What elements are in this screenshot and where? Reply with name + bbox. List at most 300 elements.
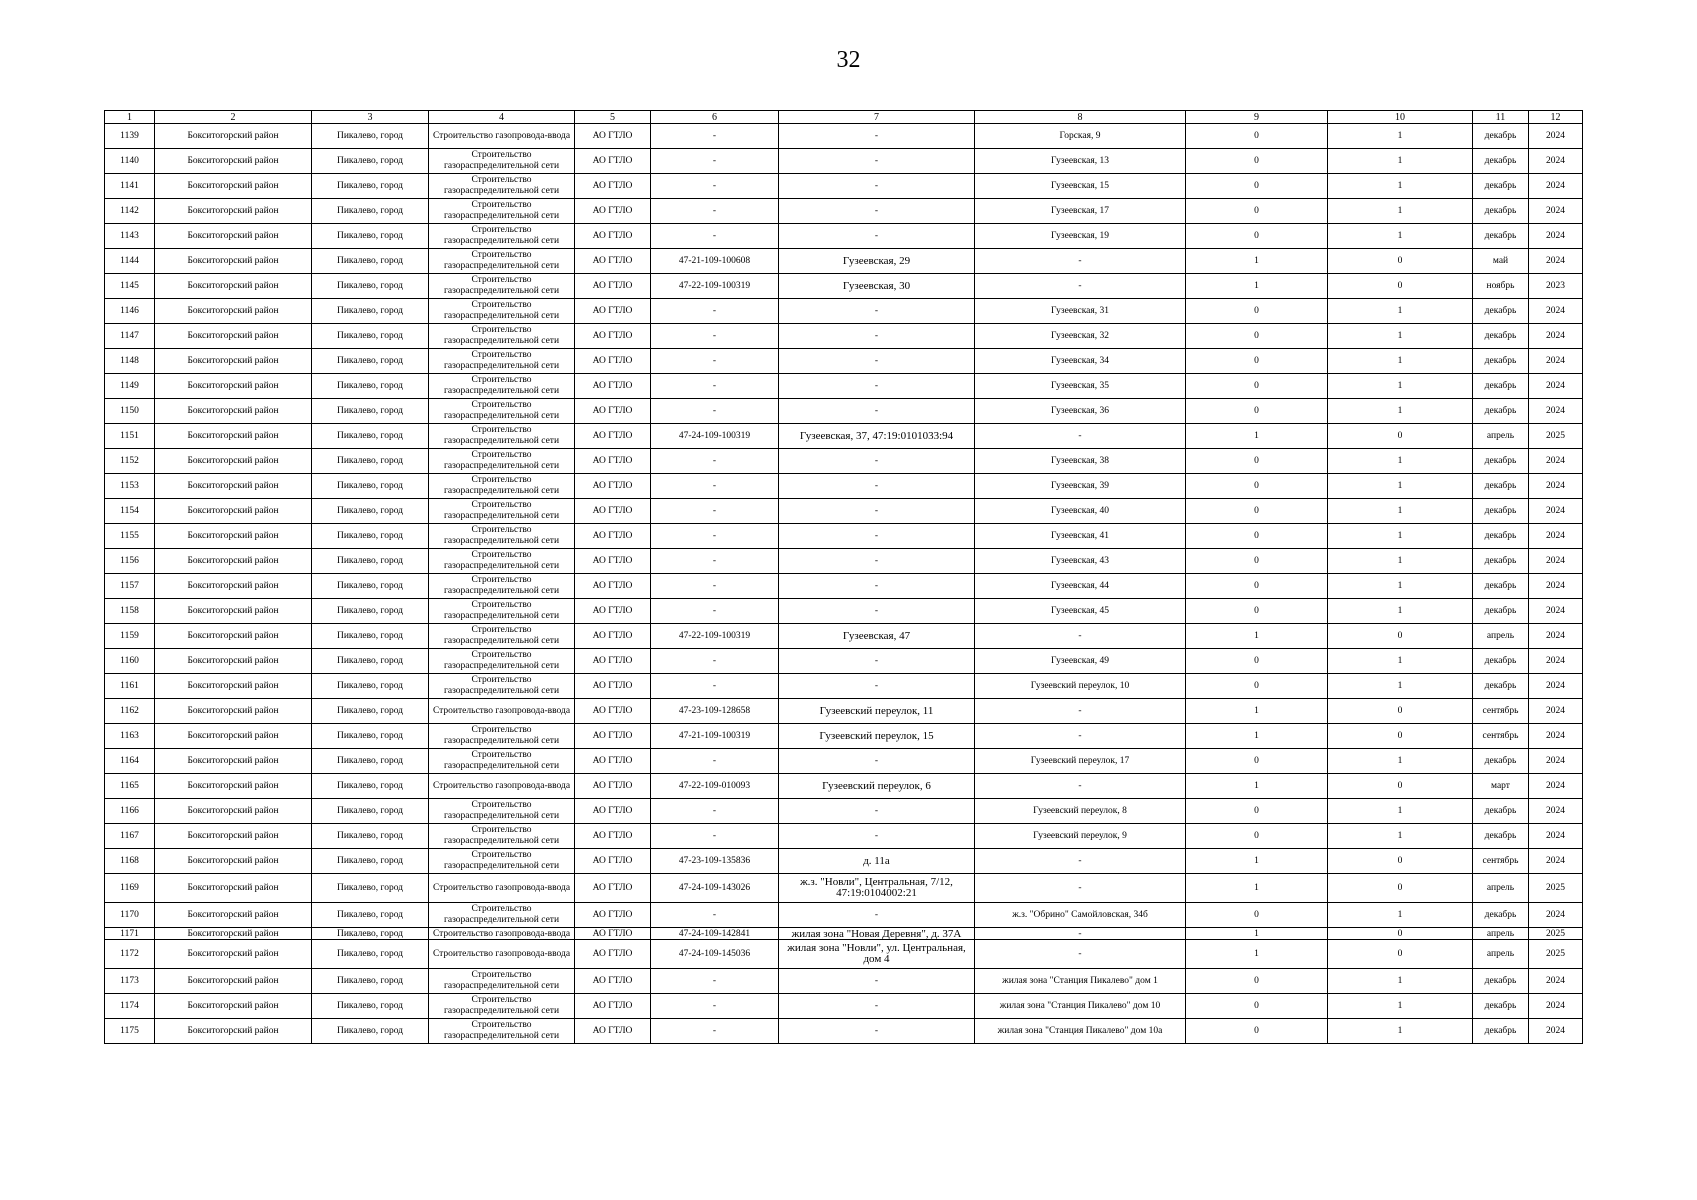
cell-organization: АО ГТЛО bbox=[575, 424, 651, 449]
cell-month: апрель bbox=[1473, 624, 1529, 649]
cell-district: Бокситогорский район bbox=[155, 149, 312, 174]
cell-tech-conditions-number: - bbox=[651, 174, 779, 199]
cell-count-contracted: 1 bbox=[1186, 940, 1328, 969]
column-header-10: 10 bbox=[1328, 111, 1473, 124]
cell-month: май bbox=[1473, 249, 1529, 274]
cell-address-contracted: - bbox=[779, 574, 975, 599]
cell-address-contracted: Гузеевская, 37, 47:19:0101033:94 bbox=[779, 424, 975, 449]
cell-year: 2024 bbox=[1529, 174, 1583, 199]
cell-organization: АО ГТЛО bbox=[575, 299, 651, 324]
cell-address-contracted: - bbox=[779, 349, 975, 374]
table-row bbox=[105, 928, 1583, 940]
cell-organization: АО ГТЛО bbox=[575, 374, 651, 399]
cell-year: 2024 bbox=[1529, 324, 1583, 349]
cell-address-planned: - bbox=[975, 424, 1186, 449]
cell-address-planned: Гузеевская, 34 bbox=[975, 349, 1186, 374]
cell-count-planned: 1 bbox=[1328, 374, 1473, 399]
cell-row-number: 1165 bbox=[105, 774, 155, 799]
cell-row-number: 1143 bbox=[105, 224, 155, 249]
cell-tech-conditions-number: - bbox=[651, 474, 779, 499]
cell-address-contracted: - bbox=[779, 374, 975, 399]
cell-district: Бокситогорский район bbox=[155, 994, 312, 1019]
cell-month: декабрь bbox=[1473, 449, 1529, 474]
cell-district: Бокситогорский район bbox=[155, 474, 312, 499]
cell-district: Бокситогорский район bbox=[155, 574, 312, 599]
cell-work-type: Строительство газораспределительной сети bbox=[429, 524, 575, 549]
cell-row-number: 1172 bbox=[105, 940, 155, 969]
cell-work-type: Строительство газораспределительной сети bbox=[429, 624, 575, 649]
cell-address-planned: - bbox=[975, 249, 1186, 274]
cell-month: декабрь bbox=[1473, 374, 1529, 399]
cell-tech-conditions-number: - bbox=[651, 994, 779, 1019]
cell-settlement: Пикалево, город bbox=[312, 199, 429, 224]
cell-address-contracted: - bbox=[779, 824, 975, 849]
cell-count-planned: 1 bbox=[1328, 994, 1473, 1019]
cell-tech-conditions-number: 47-23-109-128658 bbox=[651, 699, 779, 724]
cell-district: Бокситогорский район bbox=[155, 449, 312, 474]
cell-settlement: Пикалево, город bbox=[312, 499, 429, 524]
cell-row-number: 1140 bbox=[105, 149, 155, 174]
cell-organization: АО ГТЛО bbox=[575, 399, 651, 424]
cell-count-planned: 1 bbox=[1328, 674, 1473, 699]
table-row bbox=[105, 299, 1583, 324]
cell-address-planned: - bbox=[975, 624, 1186, 649]
cell-work-type: Строительство газораспределительной сети bbox=[429, 349, 575, 374]
cell-organization: АО ГТЛО bbox=[575, 874, 651, 903]
cell-organization: АО ГТЛО bbox=[575, 524, 651, 549]
cell-address-contracted: - bbox=[779, 903, 975, 928]
cell-tech-conditions-number: - bbox=[651, 449, 779, 474]
cell-month: декабрь bbox=[1473, 324, 1529, 349]
cell-count-planned: 1 bbox=[1328, 824, 1473, 849]
cell-count-contracted: 1 bbox=[1186, 874, 1328, 903]
cell-settlement: Пикалево, город bbox=[312, 224, 429, 249]
cell-organization: АО ГТЛО bbox=[575, 224, 651, 249]
cell-year: 2024 bbox=[1529, 994, 1583, 1019]
cell-count-planned: 0 bbox=[1328, 874, 1473, 903]
cell-count-planned: 0 bbox=[1328, 699, 1473, 724]
cell-organization: АО ГТЛО bbox=[575, 599, 651, 624]
cell-address-planned: Гузеевская, 49 bbox=[975, 649, 1186, 674]
cell-row-number: 1164 bbox=[105, 749, 155, 774]
cell-district: Бокситогорский район bbox=[155, 249, 312, 274]
cell-organization: АО ГТЛО bbox=[575, 940, 651, 969]
cell-address-contracted: - bbox=[779, 474, 975, 499]
cell-district: Бокситогорский район bbox=[155, 599, 312, 624]
cell-address-contracted: - bbox=[779, 449, 975, 474]
cell-address-contracted: - bbox=[779, 399, 975, 424]
cell-count-planned: 1 bbox=[1328, 324, 1473, 349]
cell-work-type: Строительство газораспределительной сети bbox=[429, 799, 575, 824]
cell-settlement: Пикалево, город bbox=[312, 749, 429, 774]
cell-tech-conditions-number: 47-21-109-100319 bbox=[651, 724, 779, 749]
cell-tech-conditions-number: 47-21-109-100608 bbox=[651, 249, 779, 274]
cell-settlement: Пикалево, город bbox=[312, 549, 429, 574]
cell-work-type: Строительство газораспределительной сети bbox=[429, 824, 575, 849]
cell-month: сентябрь bbox=[1473, 724, 1529, 749]
cell-district: Бокситогорский район bbox=[155, 224, 312, 249]
table-row bbox=[105, 149, 1583, 174]
cell-row-number: 1170 bbox=[105, 903, 155, 928]
cell-tech-conditions-number: - bbox=[651, 799, 779, 824]
cell-row-number: 1169 bbox=[105, 874, 155, 903]
cell-year: 2025 bbox=[1529, 928, 1583, 940]
cell-count-contracted: 0 bbox=[1186, 649, 1328, 674]
cell-address-contracted: - bbox=[779, 174, 975, 199]
cell-address-planned: - bbox=[975, 928, 1186, 940]
cell-organization: АО ГТЛО bbox=[575, 969, 651, 994]
cell-district: Бокситогорский район bbox=[155, 799, 312, 824]
cell-address-planned: ж.з. "Обрино" Самойловская, 34б bbox=[975, 903, 1186, 928]
cell-settlement: Пикалево, город bbox=[312, 994, 429, 1019]
column-header-5: 5 bbox=[575, 111, 651, 124]
cell-work-type: Строительство газораспределительной сети bbox=[429, 499, 575, 524]
cell-year: 2024 bbox=[1529, 849, 1583, 874]
cell-tech-conditions-number: - bbox=[651, 824, 779, 849]
table-row bbox=[105, 599, 1583, 624]
cell-tech-conditions-number: - bbox=[651, 674, 779, 699]
cell-organization: АО ГТЛО bbox=[575, 674, 651, 699]
cell-count-planned: 1 bbox=[1328, 474, 1473, 499]
cell-organization: АО ГТЛО bbox=[575, 799, 651, 824]
cell-district: Бокситогорский район bbox=[155, 824, 312, 849]
cell-year: 2024 bbox=[1529, 599, 1583, 624]
table-row bbox=[105, 349, 1583, 374]
cell-month: декабрь bbox=[1473, 649, 1529, 674]
cell-year: 2024 bbox=[1529, 449, 1583, 474]
cell-row-number: 1160 bbox=[105, 649, 155, 674]
cell-organization: АО ГТЛО bbox=[575, 574, 651, 599]
table-row bbox=[105, 324, 1583, 349]
cell-district: Бокситогорский район bbox=[155, 674, 312, 699]
cell-year: 2024 bbox=[1529, 969, 1583, 994]
table-row bbox=[105, 994, 1583, 1019]
cell-year: 2024 bbox=[1529, 399, 1583, 424]
cell-organization: АО ГТЛО bbox=[575, 124, 651, 149]
cell-organization: АО ГТЛО bbox=[575, 1019, 651, 1044]
cell-organization: АО ГТЛО bbox=[575, 324, 651, 349]
cell-address-contracted: Гузеевская, 47 bbox=[779, 624, 975, 649]
cell-settlement: Пикалево, город bbox=[312, 424, 429, 449]
cell-count-contracted: 1 bbox=[1186, 928, 1328, 940]
cell-count-planned: 1 bbox=[1328, 224, 1473, 249]
cell-year: 2024 bbox=[1529, 699, 1583, 724]
cell-address-planned: - bbox=[975, 724, 1186, 749]
cell-row-number: 1154 bbox=[105, 499, 155, 524]
cell-settlement: Пикалево, город bbox=[312, 624, 429, 649]
cell-count-contracted: 0 bbox=[1186, 824, 1328, 849]
cell-month: апрель bbox=[1473, 928, 1529, 940]
cell-address-planned: Гузеевский переулок, 9 bbox=[975, 824, 1186, 849]
cell-month: декабрь bbox=[1473, 749, 1529, 774]
cell-district: Бокситогорский район bbox=[155, 349, 312, 374]
column-header-12: 12 bbox=[1529, 111, 1583, 124]
cell-district: Бокситогорский район bbox=[155, 1019, 312, 1044]
cell-settlement: Пикалево, город bbox=[312, 324, 429, 349]
cell-address-contracted: - bbox=[779, 224, 975, 249]
cell-address-planned: - bbox=[975, 849, 1186, 874]
cell-year: 2024 bbox=[1529, 299, 1583, 324]
cell-year: 2024 bbox=[1529, 499, 1583, 524]
cell-month: март bbox=[1473, 774, 1529, 799]
cell-month: апрель bbox=[1473, 424, 1529, 449]
table-row bbox=[105, 499, 1583, 524]
cell-organization: АО ГТЛО bbox=[575, 349, 651, 374]
cell-month: декабрь bbox=[1473, 799, 1529, 824]
cell-tech-conditions-number: - bbox=[651, 1019, 779, 1044]
cell-row-number: 1152 bbox=[105, 449, 155, 474]
table-row bbox=[105, 224, 1583, 249]
cell-count-contracted: 0 bbox=[1186, 349, 1328, 374]
cell-settlement: Пикалево, город bbox=[312, 449, 429, 474]
cell-organization: АО ГТЛО bbox=[575, 174, 651, 199]
table-row bbox=[105, 799, 1583, 824]
cell-address-planned: Гузеевская, 19 bbox=[975, 224, 1186, 249]
cell-work-type: Строительство газораспределительной сети bbox=[429, 149, 575, 174]
cell-month: декабрь bbox=[1473, 903, 1529, 928]
cell-work-type: Строительство газораспределительной сети bbox=[429, 299, 575, 324]
cell-district: Бокситогорский район bbox=[155, 124, 312, 149]
cell-address-planned: Гузеевская, 17 bbox=[975, 199, 1186, 224]
cell-count-planned: 1 bbox=[1328, 599, 1473, 624]
cell-tech-conditions-number: - bbox=[651, 499, 779, 524]
cell-tech-conditions-number: 47-24-109-143026 bbox=[651, 874, 779, 903]
cell-count-planned: 0 bbox=[1328, 940, 1473, 969]
cell-address-planned: Гузеевская, 36 bbox=[975, 399, 1186, 424]
cell-count-contracted: 0 bbox=[1186, 474, 1328, 499]
cell-address-contracted: Гузеевская, 30 bbox=[779, 274, 975, 299]
cell-month: декабрь bbox=[1473, 199, 1529, 224]
cell-month: декабрь bbox=[1473, 399, 1529, 424]
cell-count-contracted: 1 bbox=[1186, 274, 1328, 299]
cell-count-contracted: 0 bbox=[1186, 1019, 1328, 1044]
cell-count-contracted: 0 bbox=[1186, 174, 1328, 199]
cell-month: декабрь bbox=[1473, 174, 1529, 199]
cell-address-contracted: - bbox=[779, 649, 975, 674]
cell-settlement: Пикалево, город bbox=[312, 274, 429, 299]
cell-settlement: Пикалево, город bbox=[312, 849, 429, 874]
cell-month: сентябрь bbox=[1473, 699, 1529, 724]
cell-year: 2024 bbox=[1529, 674, 1583, 699]
cell-organization: АО ГТЛО bbox=[575, 824, 651, 849]
cell-address-contracted: - bbox=[779, 549, 975, 574]
cell-count-planned: 0 bbox=[1328, 424, 1473, 449]
table-row bbox=[105, 574, 1583, 599]
cell-year: 2024 bbox=[1529, 124, 1583, 149]
cell-year: 2024 bbox=[1529, 349, 1583, 374]
cell-tech-conditions-number: - bbox=[651, 374, 779, 399]
cell-address-planned: Гузеевская, 13 bbox=[975, 149, 1186, 174]
cell-address-planned: Гузеевская, 38 bbox=[975, 449, 1186, 474]
cell-work-type: Строительство газораспределительной сети bbox=[429, 374, 575, 399]
cell-month: декабрь bbox=[1473, 599, 1529, 624]
cell-count-planned: 0 bbox=[1328, 774, 1473, 799]
cell-work-type: Строительство газораспределительной сети bbox=[429, 903, 575, 928]
cell-work-type: Строительство газораспределительной сети bbox=[429, 424, 575, 449]
cell-address-planned: жилая зона "Станция Пикалево" дом 1 bbox=[975, 969, 1186, 994]
table-body bbox=[105, 124, 1583, 1044]
column-header-3: 3 bbox=[312, 111, 429, 124]
cell-tech-conditions-number: 47-22-109-010093 bbox=[651, 774, 779, 799]
cell-organization: АО ГТЛО bbox=[575, 649, 651, 674]
cell-count-planned: 0 bbox=[1328, 249, 1473, 274]
cell-settlement: Пикалево, город bbox=[312, 774, 429, 799]
cell-work-type: Строительство газопровода-ввода bbox=[429, 940, 575, 969]
cell-work-type: Строительство газораспределительной сети bbox=[429, 969, 575, 994]
cell-tech-conditions-number: 47-24-109-145036 bbox=[651, 940, 779, 969]
cell-count-contracted: 0 bbox=[1186, 574, 1328, 599]
cell-settlement: Пикалево, город bbox=[312, 174, 429, 199]
cell-month: декабрь bbox=[1473, 499, 1529, 524]
cell-row-number: 1147 bbox=[105, 324, 155, 349]
table-row bbox=[105, 274, 1583, 299]
cell-count-contracted: 0 bbox=[1186, 124, 1328, 149]
table-row bbox=[105, 749, 1583, 774]
cell-row-number: 1156 bbox=[105, 549, 155, 574]
cell-row-number: 1173 bbox=[105, 969, 155, 994]
cell-row-number: 1139 bbox=[105, 124, 155, 149]
cell-work-type: Строительство газопровода-ввода bbox=[429, 928, 575, 940]
cell-address-planned: Гузеевский переулок, 8 bbox=[975, 799, 1186, 824]
cell-month: декабрь bbox=[1473, 824, 1529, 849]
cell-month: декабрь bbox=[1473, 994, 1529, 1019]
cell-address-planned: - bbox=[975, 940, 1186, 969]
cell-count-planned: 1 bbox=[1328, 124, 1473, 149]
cell-district: Бокситогорский район bbox=[155, 724, 312, 749]
cell-count-contracted: 1 bbox=[1186, 849, 1328, 874]
cell-work-type: Строительство газораспределительной сети bbox=[429, 549, 575, 574]
table-row bbox=[105, 903, 1583, 928]
cell-year: 2025 bbox=[1529, 874, 1583, 903]
cell-count-contracted: 1 bbox=[1186, 724, 1328, 749]
cell-district: Бокситогорский район bbox=[155, 699, 312, 724]
cell-month: декабрь bbox=[1473, 224, 1529, 249]
cell-month: апрель bbox=[1473, 940, 1529, 969]
cell-count-contracted: 0 bbox=[1186, 799, 1328, 824]
cell-work-type: Строительство газораспределительной сети bbox=[429, 724, 575, 749]
cell-year: 2024 bbox=[1529, 574, 1583, 599]
cell-count-contracted: 1 bbox=[1186, 624, 1328, 649]
cell-year: 2024 bbox=[1529, 749, 1583, 774]
cell-address-contracted: д. 11а bbox=[779, 849, 975, 874]
cell-tech-conditions-number: - bbox=[651, 599, 779, 624]
cell-year: 2024 bbox=[1529, 199, 1583, 224]
cell-address-contracted: - bbox=[779, 524, 975, 549]
cell-count-planned: 1 bbox=[1328, 903, 1473, 928]
cell-month: декабрь bbox=[1473, 549, 1529, 574]
cell-address-contracted: - bbox=[779, 499, 975, 524]
cell-count-contracted: 0 bbox=[1186, 299, 1328, 324]
cell-district: Бокситогорский район bbox=[155, 928, 312, 940]
cell-address-planned: Гузеевская, 15 bbox=[975, 174, 1186, 199]
cell-settlement: Пикалево, город bbox=[312, 599, 429, 624]
cell-month: декабрь bbox=[1473, 1019, 1529, 1044]
cell-count-planned: 1 bbox=[1328, 449, 1473, 474]
cell-work-type: Строительство газораспределительной сети bbox=[429, 1019, 575, 1044]
cell-month: апрель bbox=[1473, 874, 1529, 903]
table-row bbox=[105, 124, 1583, 149]
cell-district: Бокситогорский район bbox=[155, 199, 312, 224]
cell-district: Бокситогорский район bbox=[155, 274, 312, 299]
cell-year: 2024 bbox=[1529, 824, 1583, 849]
cell-row-number: 1141 bbox=[105, 174, 155, 199]
table-row bbox=[105, 249, 1583, 274]
cell-row-number: 1166 bbox=[105, 799, 155, 824]
cell-organization: АО ГТЛО bbox=[575, 249, 651, 274]
cell-settlement: Пикалево, город bbox=[312, 299, 429, 324]
cell-work-type: Строительство газораспределительной сети bbox=[429, 199, 575, 224]
cell-row-number: 1155 bbox=[105, 524, 155, 549]
cell-row-number: 1153 bbox=[105, 474, 155, 499]
header-row bbox=[105, 111, 1583, 124]
cell-row-number: 1144 bbox=[105, 249, 155, 274]
cell-year: 2024 bbox=[1529, 149, 1583, 174]
cell-count-planned: 1 bbox=[1328, 174, 1473, 199]
cell-address-contracted: Гузеевский переулок, 15 bbox=[779, 724, 975, 749]
cell-settlement: Пикалево, город bbox=[312, 249, 429, 274]
cell-tech-conditions-number: - bbox=[651, 969, 779, 994]
table-row bbox=[105, 474, 1583, 499]
cell-count-contracted: 0 bbox=[1186, 969, 1328, 994]
cell-address-planned: Гузеевская, 31 bbox=[975, 299, 1186, 324]
cell-count-contracted: 1 bbox=[1186, 699, 1328, 724]
cell-organization: АО ГТЛО bbox=[575, 624, 651, 649]
cell-district: Бокситогорский район bbox=[155, 624, 312, 649]
table-row bbox=[105, 374, 1583, 399]
cell-settlement: Пикалево, город bbox=[312, 699, 429, 724]
table-row bbox=[105, 449, 1583, 474]
table-row bbox=[105, 174, 1583, 199]
cell-district: Бокситогорский район bbox=[155, 174, 312, 199]
table-row bbox=[105, 724, 1583, 749]
cell-organization: АО ГТЛО bbox=[575, 549, 651, 574]
cell-settlement: Пикалево, город bbox=[312, 574, 429, 599]
cell-work-type: Строительство газопровода-ввода bbox=[429, 874, 575, 903]
cell-row-number: 1167 bbox=[105, 824, 155, 849]
cell-month: ноябрь bbox=[1473, 274, 1529, 299]
cell-district: Бокситогорский район bbox=[155, 424, 312, 449]
cell-count-planned: 1 bbox=[1328, 799, 1473, 824]
cell-row-number: 1161 bbox=[105, 674, 155, 699]
table-row bbox=[105, 649, 1583, 674]
table-row bbox=[105, 874, 1583, 903]
cell-count-planned: 1 bbox=[1328, 649, 1473, 674]
cell-settlement: Пикалево, город bbox=[312, 374, 429, 399]
cell-row-number: 1149 bbox=[105, 374, 155, 399]
cell-count-planned: 1 bbox=[1328, 299, 1473, 324]
cell-settlement: Пикалево, город bbox=[312, 524, 429, 549]
cell-settlement: Пикалево, город bbox=[312, 399, 429, 424]
column-header-9: 9 bbox=[1186, 111, 1328, 124]
cell-year: 2024 bbox=[1529, 774, 1583, 799]
cell-address-contracted: - bbox=[779, 749, 975, 774]
cell-row-number: 1150 bbox=[105, 399, 155, 424]
cell-district: Бокситогорский район bbox=[155, 649, 312, 674]
cell-count-contracted: 0 bbox=[1186, 374, 1328, 399]
page-number: 32 bbox=[836, 47, 861, 73]
cell-tech-conditions-number: - bbox=[651, 124, 779, 149]
cell-work-type: Строительство газораспределительной сети bbox=[429, 474, 575, 499]
cell-count-planned: 1 bbox=[1328, 749, 1473, 774]
cell-tech-conditions-number: 47-22-109-100319 bbox=[651, 624, 779, 649]
cell-address-contracted: - bbox=[779, 124, 975, 149]
cell-address-contracted: - bbox=[779, 799, 975, 824]
cell-address-planned: Гузеевская, 43 bbox=[975, 549, 1186, 574]
cell-row-number: 1159 bbox=[105, 624, 155, 649]
cell-settlement: Пикалево, город bbox=[312, 724, 429, 749]
cell-address-contracted: - bbox=[779, 149, 975, 174]
column-header-6: 6 bbox=[651, 111, 779, 124]
